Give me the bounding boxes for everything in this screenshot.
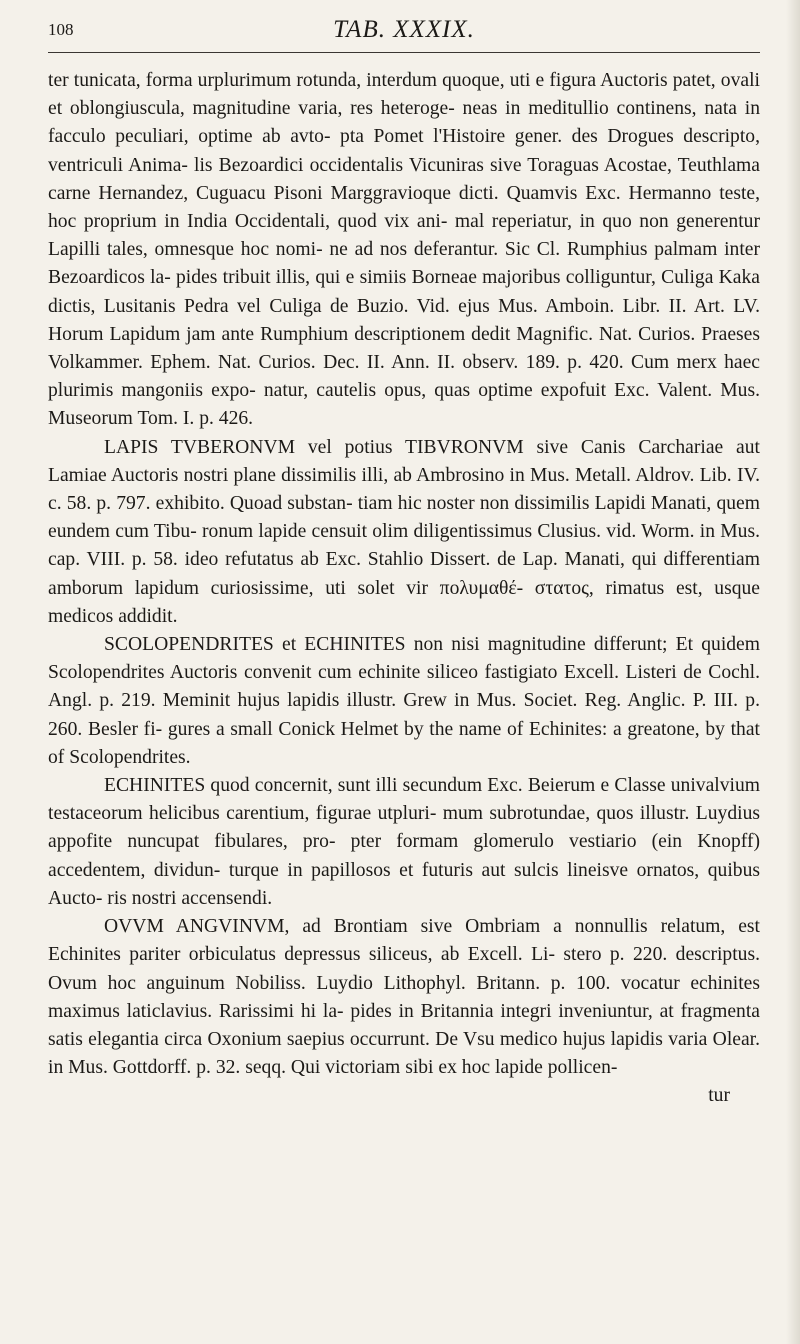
paragraph-ovum-anguinum: OVVM ANGVINVM, ad Brontiam sive Ombriam a nonnullis relatum, est Echinites pariter orbiculatus depressus siliceus, ab Excell. Li- stero p. 220. descriptus. Ovum hoc anguinum Nobiliss. Luydio Lithophyl. Britann. p. 100. vocatur echinites maximus laticlavius. Rarissimi hi la- pides in Britannia integri inveniuntur, at fragmenta satis elegantia circa Oxonium saepius occurrunt. De Vsu medico hujus lapidis varia Olear. in Mus. Gottdorff. p. 32. seqq. Qui victoriam sibi ex hoc lapide pollicen-	[48, 916, 760, 1079]
catchword: tur	[708, 1085, 730, 1107]
paragraph-scolopendrites: SCOLOPENDRITES et ECHINITES non nisi magnitudine differunt; Et quidem Scolopendrites Auctoris convenit cum echinite siliceo fastigiato Excell. Listeri de Cochl. Angl. p. 219. Meminit hujus lapidis illustr. Grew in Mus. Societ. Reg. Anglic. P. III. p. 260. Besler fi- gures a small Conick Helmet by the name of Echinites: a greatone, by that of Scolopendrites.	[48, 634, 760, 768]
paragraph-lapis-tuberonum: LAPIS TVBERONVM vel potius TIBVRONVM sive Canis Carchariae aut Lamiae Auctoris nostri plane dissimilis illi, ab Ambrosino in Mus. Metall. Aldrov. Lib. IV. c. 58. p. 797. exhibito. Quoad substan- tiam hic noster non dissimilis Lapidi Manati, quem eundem cum Tibu- ronum lapide censuit olim diligentissimus Clusius. vid. Worm. in Mus. cap. VIII. p. 58. ideo refutatus ab Exc. Stahlio Dissert. de Lap. Manati, qui differentiam amborum lapidum curiosissime, uti solet vir πολυμαθέ- στατος, rimatus est, usque medicos addidit.	[48, 436, 760, 627]
page-edge-shadow	[786, 0, 800, 1344]
running-head	[48, 12, 760, 53]
body-text	[48, 67, 760, 1082]
page-number: 108	[48, 20, 74, 39]
plate-title: TAB. XXXIX.	[333, 16, 475, 43]
paragraph-bezoar: ter tunicata, forma urplurimum rotunda, interdum quoque, uti e figura Auctoris patet, ovali et oblongiuscula, magnitudine varia, res heteroge- neas in meditullio continens, nata in facculo peculiari, optime ab avto- pta Pomet l'Histoire gener. des Drogues descripto, ventriculi Anima- lis Bezoardici occidentalis Vicuniras sive Toraguas Acostae, Teuthlama carne Hernandez, Cuguacu Pisoni Marggravioque dicti. Quamvis Exc. Hermanno teste, hoc proprium in India Occidentali, quod vix ani- mal reperiatur, in quo non generentur Lapilli tales, omnesque hoc nomi- ne ad nos deferantur. Sic Cl. Rumphius palmam inter Bezoardicos la- pides tribuit illis, qui e simiis Borneae majoribus colliguntur, Culiga Kaka dictis, Lusitanis Pedra vel Culiga de Buzio. Vid. ejus Mus. Amboin. Libr. II. Art. LV. Horum Lapidum jam ante Rumphium descriptionem dedit Magnific. Nat. Curios. Praeses Volkammer. Ephem. Nat. Curios. Dec. II. Ann. II. observ. 189. p. 420. Cum merx haec plurimis mangoniis expo- natur, cautelis opus, quas optime expofuit Exc. Valent. Mus. Museorum Tom. I. p. 426.	[48, 70, 760, 430]
paragraph-echinites: ECHINITES quod concernit, sunt illi secundum Exc. Beierum e Classe univalvium testaceorum helicibus carentium, figurae utpluri- mum subrotundae, quos illustr. Luydius appofite nuncupat fibulares, pro- pter formam glomerulo vestiario (ein Knopff) accedentem, dividun- turque in papillosos et futuris aut sulcis lineisve ornatos, quibus Aucto- ris nostri accensendi.	[48, 775, 760, 909]
